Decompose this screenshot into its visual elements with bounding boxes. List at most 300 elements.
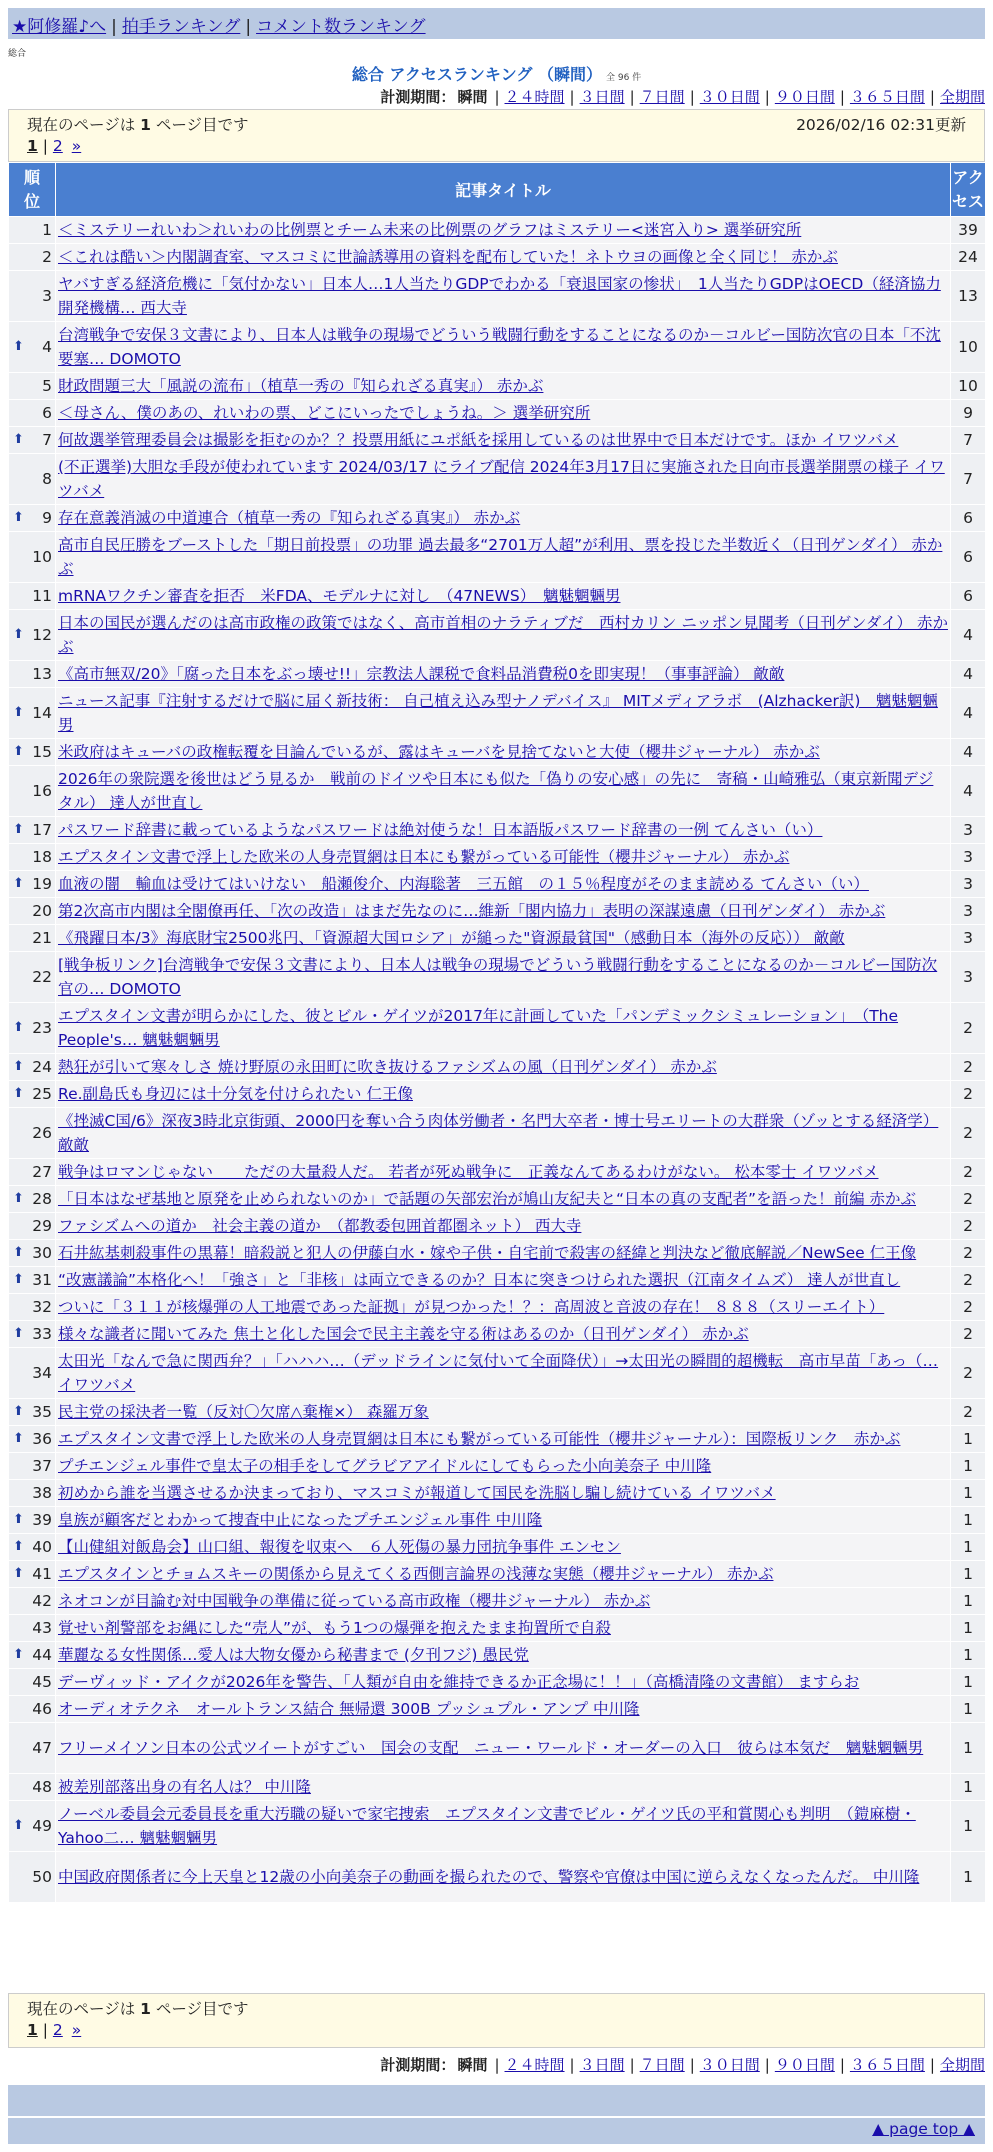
period-label: 計測期間： — [380, 88, 456, 106]
rank-cell — [9, 1213, 56, 1240]
access-count: 1 — [951, 1561, 986, 1588]
title-cell — [56, 1108, 951, 1159]
rank-cell — [9, 1186, 56, 1213]
table-row — [9, 1003, 986, 1054]
access-count: 3 — [951, 817, 986, 844]
table-row — [9, 739, 986, 766]
ranking-table — [8, 162, 986, 1903]
page-title-text: 総合 アクセスランキング （瞬間） — [351, 65, 602, 84]
rank-cell — [9, 505, 56, 532]
period-separator: | — [929, 88, 935, 106]
article-link[interactable]: 被差別部落出身の有名人は？ 中川隆 — [58, 1778, 311, 1796]
article-link[interactable]: プチエンジェル事件で皇太子の相手をしてグラビアアイドルにしてもらった小向美奈子 中川隆 — [58, 1457, 712, 1475]
home-link[interactable]: ★阿修羅♪へ — [12, 17, 107, 37]
rank-number: 47 — [32, 1739, 52, 1757]
nav-separator: | — [111, 17, 117, 37]
rank-cell — [9, 661, 56, 688]
rank-number: 46 — [32, 1700, 52, 1718]
article-link[interactable]: 血液の闇 輸血は受けてはいけない 船瀬俊介、内海聡著 三五館 の１５％程度がそのまま読める てんさい（い） — [58, 875, 869, 893]
page-status: 現在のページは 1 ページ目です — [27, 2000, 249, 2018]
table-row — [9, 1081, 986, 1108]
rank-number: 18 — [32, 848, 52, 866]
article-link[interactable]: デーヴィッド・アイクが2026年を警告、「人類が自由を維持できるか正念場に！！」（高橋清隆の文書館） ますらお — [58, 1673, 860, 1691]
rank-number: 15 — [32, 743, 52, 761]
access-count: 3 — [951, 871, 986, 898]
rank-number: 39 — [32, 1511, 52, 1529]
table-row — [9, 1321, 986, 1348]
table-row — [9, 1801, 986, 1852]
table-row — [9, 688, 986, 739]
page-status: 現在のページは 1 ページ目です — [27, 116, 249, 134]
period-separator: | — [689, 2056, 695, 2074]
rank-number: 21 — [32, 929, 52, 947]
table-row — [9, 454, 986, 505]
article-link[interactable]: 日本の国民が選んだのは高市政権の政策ではなく、高市首相のナラティブだ 西村カリン ニッポン見聞考（日刊ゲンダイ） 赤かぶ — [58, 614, 948, 656]
title-cell — [56, 583, 951, 610]
rank-cell — [9, 952, 56, 1003]
article-link[interactable]: [戦争板リンク]台湾戦争で安保３文書により、日本人は戦争の現場でどういう戦闘行動をすることになるのか－コルビー国防次官の… DOMOTO — [58, 956, 938, 998]
article-link[interactable]: ヤバすぎる経済危機に「気付かない」日本人…1人当たりGDPでわかる「衰退国家の惨状」 1人当たりGDPはOECD（経済協力開発機構… 西大寺 — [58, 275, 941, 317]
article-link[interactable]: オーディオテクネ オールトランス結合 無帰還 300B プッシュプル・アンプ 中川隆 — [58, 1700, 640, 1718]
up-arrow-icon: ⬆ — [13, 510, 24, 525]
up-arrow-icon: ⬆ — [13, 432, 24, 447]
title-cell — [56, 610, 951, 661]
access-count: 1 — [951, 1480, 986, 1507]
rank-cell — [9, 583, 56, 610]
rank-number: 23 — [32, 1019, 52, 1037]
rank-number: 1 — [42, 221, 52, 239]
article-link[interactable]: エプスタイン文書で浮上した欧米の人身売買網は日本にも繋がっている可能性（櫻井ジャーナル） 赤かぶ — [58, 848, 790, 866]
table-row — [9, 1054, 986, 1081]
rank-number: 3 — [42, 287, 52, 305]
table-row — [9, 610, 986, 661]
rank-cell — [9, 1801, 56, 1852]
table-row — [9, 217, 986, 244]
rank-number: 20 — [32, 902, 52, 920]
access-count: 13 — [951, 271, 986, 322]
article-link[interactable]: 何故選挙管理委員会は撮影を拒むのか？？投票用紙にユポ紙を採用しているのは世界中で日本だけです。ほか イワツバメ — [58, 431, 899, 449]
period-separator: | — [569, 2056, 575, 2074]
up-arrow-icon: ⬆ — [13, 1245, 24, 1260]
access-count: 1 — [951, 1426, 986, 1453]
page-top-link[interactable]: ▲ page top ▲ — [872, 2120, 975, 2138]
table-row — [9, 952, 986, 1003]
period-option-2[interactable]: ７日間 — [639, 88, 685, 106]
access-count: 2 — [951, 1267, 986, 1294]
rank-cell — [9, 244, 56, 271]
access-count: 4 — [951, 610, 986, 661]
comment-ranking-link[interactable]: コメント数ランキング — [256, 17, 426, 37]
access-count: 10 — [951, 322, 986, 373]
article-link[interactable]: 民主党の採決者一覧（反対〇欠席△棄権×） 森羅万象 — [58, 1403, 429, 1421]
article-link[interactable]: 2026年の衆院選を後世はどう見るか 戦前のドイツや日本にも似た「偽りの安心感」の先に 寄稿・山崎雅弘（東京新聞デジタル） 達人が世直し — [58, 770, 934, 812]
table-row — [9, 817, 986, 844]
access-count: 2 — [951, 1081, 986, 1108]
up-arrow-icon: ⬆ — [13, 1512, 24, 1527]
period-option-3[interactable]: ３０日間 — [699, 2056, 760, 2074]
article-link[interactable]: ＜母さん、僕のあの、れいわの票、どこにいったでしょうね。＞ 選挙研究所 — [58, 404, 591, 422]
article-link[interactable]: 「日本はなぜ基地と原発を止められないのか」で話題の矢部宏治が鳩山友紀夫と“日本の真の支配者”を語った！前編 赤かぶ — [58, 1190, 916, 1208]
title-cell — [56, 1159, 951, 1186]
table-row — [9, 1774, 986, 1801]
article-link[interactable]: 覚せい剤警部をお縄にした“売人”が、もう1つの爆弾を抱えたまま拘置所で自殺 — [58, 1619, 611, 1637]
table-row — [9, 373, 986, 400]
title-cell — [56, 244, 951, 271]
rank-number: 11 — [32, 587, 52, 605]
rank-cell — [9, 1321, 56, 1348]
table-row — [9, 1696, 986, 1723]
period-selector-bottom — [285, 2054, 985, 2075]
rank-cell — [9, 1669, 56, 1696]
article-link[interactable]: 中国政府関係者に今上天皇と12歳の小向美奈子の動画を撮られたので、警察や官僚は中国に逆らえなくなったんだ。 中川隆 — [58, 1868, 920, 1886]
access-count: 4 — [951, 661, 986, 688]
title-cell — [56, 1348, 951, 1399]
period-option-5[interactable]: ３６５日間 — [849, 2056, 925, 2074]
rank-cell — [9, 1108, 56, 1159]
title-cell — [56, 1054, 951, 1081]
article-link[interactable]: エプスタインとチョムスキーの関係から見えてくる西側言論界の浅薄な実態（櫻井ジャーナル） 赤かぶ — [58, 1565, 774, 1583]
rank-number: 42 — [32, 1592, 52, 1610]
article-link[interactable]: ＜ミステリーれいわ＞れいわの比例票とチーム未来の比例票のグラフはミステリー<迷宮入り> 選挙研究所 — [58, 221, 802, 239]
access-count: 4 — [951, 739, 986, 766]
article-link[interactable]: 華麗なる女性関係…愛人は大物女優から秘書まで (夕刊フジ) 愚民党 — [58, 1646, 529, 1664]
up-arrow-icon: ⬆ — [13, 1818, 24, 1833]
table-row — [9, 1507, 986, 1534]
access-count: 1 — [951, 1615, 986, 1642]
rank-cell — [9, 427, 56, 454]
page-2-link[interactable]: 2 — [52, 137, 63, 155]
period-option-0[interactable]: ２４時間 — [504, 2056, 565, 2074]
title-cell — [56, 1480, 951, 1507]
rank-cell — [9, 373, 56, 400]
table-row — [9, 532, 986, 583]
rank-number: 26 — [32, 1124, 52, 1142]
table-row — [9, 1213, 986, 1240]
rank-number: 13 — [32, 665, 52, 683]
access-count: 6 — [951, 532, 986, 583]
table-row — [9, 1294, 986, 1321]
ranking-rows — [9, 217, 986, 1903]
footer-bar — [8, 2085, 985, 2116]
period-option-5[interactable]: ３６５日間 — [849, 88, 925, 106]
title-cell — [56, 871, 951, 898]
rank-number: 34 — [32, 1364, 52, 1382]
top-navigation — [8, 8, 985, 39]
article-link[interactable]: 初めから誰を当選させるか決まっており、マスコミが報道して国民を洗脳し騙し続けている イワツバメ — [58, 1484, 776, 1502]
article-link[interactable]: Re.副島氏も身辺には十分気を付けられたい 仁王像 — [58, 1085, 413, 1103]
period-option-2[interactable]: ７日間 — [639, 2056, 685, 2074]
page-top-bar — [8, 2118, 985, 2144]
access-count: 2 — [951, 1399, 986, 1426]
period-separator: | — [494, 88, 500, 106]
table-row — [9, 898, 986, 925]
total-count: 全 96 件 — [606, 73, 642, 83]
rank-cell — [9, 898, 56, 925]
rank-cell — [9, 454, 56, 505]
access-count: 2 — [951, 1108, 986, 1159]
article-link[interactable]: ノーベル委員会元委員長を重大汚職の疑いで家宅捜索 エプスタイン文書でビル・ゲイツ氏の平和賞関心も判明 （鎧麻樹・Yahoo二… 魑魅魍魎男 — [58, 1805, 916, 1847]
period-current: 瞬間 — [457, 2056, 488, 2074]
title-cell — [56, 1507, 951, 1534]
rank-number: 12 — [32, 626, 52, 644]
title-cell — [56, 1696, 951, 1723]
article-link[interactable]: 太田光「なんで急に関西弁？」「ハハハ…（デッドラインに気付いて全面降伏）」→太田光の瞬間的超機転 高市早苗「あっ（… イワツバメ — [58, 1352, 939, 1394]
rank-number: 22 — [32, 968, 52, 986]
page-2-link[interactable]: 2 — [52, 2021, 63, 2039]
rank-cell — [9, 925, 56, 952]
title-cell — [56, 1774, 951, 1801]
access-count: 10 — [951, 373, 986, 400]
title-cell — [56, 400, 951, 427]
rank-number: 25 — [32, 1085, 52, 1103]
title-cell — [56, 1321, 951, 1348]
table-row — [9, 1642, 986, 1669]
current-page: 1 — [27, 137, 38, 155]
access-count: 2 — [951, 1240, 986, 1267]
title-cell — [56, 1723, 951, 1774]
rank-cell — [9, 1696, 56, 1723]
access-count: 4 — [951, 766, 986, 817]
period-separator: | — [494, 2056, 500, 2074]
up-arrow-icon: ⬆ — [13, 1191, 24, 1206]
period-option-6[interactable]: 全期間 — [939, 88, 985, 106]
period-separator: | — [689, 88, 695, 106]
article-link[interactable]: “改憲議論”本格化へ！「強さ」と「非核」は両立できるのか？日本に突きつけられた選択（江南タイムズ） 達人が世直し — [58, 1271, 901, 1289]
applause-ranking-link[interactable]: 拍手ランキング — [121, 17, 241, 37]
access-count: 1 — [951, 1696, 986, 1723]
period-separator: | — [764, 88, 770, 106]
article-link[interactable]: mRNAワクチン審査を拒否 米FDA、モデルナに対し （47NEWS） 魑魅魍魎男 — [58, 587, 621, 605]
article-link[interactable]: 様々な識者に聞いてみた 焦土と化した国会で民主主義を守る術はあるのか（日刊ゲンダイ） 赤かぶ — [58, 1325, 749, 1343]
rank-cell — [9, 1426, 56, 1453]
page-title — [0, 62, 993, 85]
period-option-0[interactable]: ２４時間 — [504, 88, 565, 106]
rank-cell — [9, 322, 56, 373]
header-rank: 順位 — [9, 163, 56, 217]
rank-cell — [9, 688, 56, 739]
rank-number: 37 — [32, 1457, 52, 1475]
rank-cell — [9, 532, 56, 583]
access-count: 6 — [951, 583, 986, 610]
up-arrow-icon: ⬆ — [13, 822, 24, 837]
period-option-1[interactable]: ３日間 — [579, 2056, 625, 2074]
access-count: 2 — [951, 1213, 986, 1240]
article-link[interactable]: 台湾戦争で安保３文書により、日本人は戦争の現場でどういう戦闘行動をすることになるのか－コルビー国防次官の日本「不沈要塞… DOMOTO — [58, 326, 941, 368]
table-row — [9, 1399, 986, 1426]
article-link[interactable]: ついに「３１１が核爆弾の人工地震であった証拠」が見つかった！？：高周波と音波の存在！ ８８８（スリーエイト） — [58, 1298, 885, 1316]
next-page-link[interactable]: » — [71, 137, 82, 155]
table-row — [9, 322, 986, 373]
access-count: 7 — [951, 454, 986, 505]
table-row — [9, 1453, 986, 1480]
title-cell — [56, 1852, 951, 1903]
period-option-4[interactable]: ９０日間 — [774, 88, 835, 106]
title-cell — [56, 1426, 951, 1453]
title-cell — [56, 925, 951, 952]
title-cell — [56, 844, 951, 871]
title-cell — [56, 532, 951, 583]
period-option-3[interactable]: ３０日間 — [699, 88, 760, 106]
table-row — [9, 1426, 986, 1453]
current-page: 1 — [27, 2021, 38, 2039]
up-arrow-icon: ⬆ — [13, 1326, 24, 1341]
table-row — [9, 271, 986, 322]
article-link[interactable]: 《挫滅C国/6》深夜3時北京街頭、2000円を奪い合う肉体労働者・名門大卒者・博士号エリートの大群衆（ゾッとする経済学） 敵敵 — [58, 1112, 939, 1154]
rank-number: 7 — [42, 431, 52, 449]
article-link[interactable]: (不正選挙)大胆な手段が使われています 2024/03/17 にライブ配信 2024年3月17日に実施された日向市長選挙開票の様子 イワツバメ — [58, 458, 945, 500]
title-cell — [56, 1081, 951, 1108]
rank-cell — [9, 1534, 56, 1561]
period-separator: | — [629, 88, 635, 106]
article-link[interactable]: ニュース記事『注射するだけで脳に届く新技術： 自己植え込み型ナノデバイス』 MITメディアラボ (Alzhacker訳) 魑魅魍魎男 — [58, 692, 938, 734]
period-selector-top — [285, 86, 985, 107]
article-link[interactable]: エプスタイン文書が明らかにした、彼とビル・ゲイツが2017年に計画していた「パンデミックシミュレーション」 （The People's… 魑魅魍魎男 — [58, 1007, 899, 1049]
up-arrow-icon: ⬆ — [13, 339, 24, 354]
title-cell — [56, 766, 951, 817]
rank-cell — [9, 739, 56, 766]
up-arrow-icon: ⬆ — [13, 1647, 24, 1662]
rank-number: 10 — [32, 548, 52, 566]
article-link[interactable]: ＜これは酷い＞内閣調査室、マスコミに世論誘導用の資料を配布していた！ネトウヨの画像と全く同じ！ 赤かぶ — [58, 248, 838, 266]
access-count: 3 — [951, 844, 986, 871]
page-separator: | — [42, 2021, 48, 2039]
rank-number: 45 — [32, 1673, 52, 1691]
access-count: 1 — [951, 1669, 986, 1696]
rank-number: 5 — [42, 377, 52, 395]
access-count: 1 — [951, 1723, 986, 1774]
rank-cell — [9, 1159, 56, 1186]
rank-number: 41 — [32, 1565, 52, 1583]
rank-cell — [9, 1642, 56, 1669]
period-separator: | — [839, 2056, 845, 2074]
page-separator: | — [42, 137, 48, 155]
title-cell — [56, 1213, 951, 1240]
rank-cell — [9, 1507, 56, 1534]
pager-bottom — [8, 1993, 985, 2048]
article-link[interactable]: 戦争はロマンじゃない ただの大量殺人だ。 若者が死ぬ戦争に 正義なんてあるわけがない。 松本零士 イワツバメ — [58, 1163, 879, 1181]
rank-cell — [9, 1294, 56, 1321]
rank-cell — [9, 844, 56, 871]
period-separator: | — [764, 2056, 770, 2074]
rank-cell — [9, 1774, 56, 1801]
article-link[interactable]: 米政府はキューバの政権転覆を目論んでいるが、露はキューバを見捨てないと大使（櫻井ジャーナル） 赤かぶ — [58, 743, 820, 761]
rank-cell — [9, 871, 56, 898]
title-cell — [56, 1186, 951, 1213]
table-row — [9, 505, 986, 532]
article-link[interactable]: フリーメイソン日本の公式ツイートがすごい 国会の支配 ニュー・ワールド・オーダーの入口 彼らは本気だ 魑魅魍魎男 — [58, 1739, 924, 1757]
article-link[interactable]: 石井紘基刺殺事件の黒幕！暗殺説と犯人の伊藤白水・嫁や子供・自宅前で殺害の経緯と判決など徹底解説／NewSee 仁王像 — [58, 1244, 917, 1262]
title-cell — [56, 454, 951, 505]
rank-number: 24 — [32, 1058, 52, 1076]
access-count: 3 — [951, 898, 986, 925]
rank-cell — [9, 1267, 56, 1294]
article-link[interactable]: 熱狂が引いて寒々しさ 焼け野原の永田町に吹き抜けるファシズムの風（日刊ゲンダイ） 赤かぶ — [58, 1058, 717, 1076]
table-row — [9, 925, 986, 952]
rank-cell — [9, 1003, 56, 1054]
up-arrow-icon: ⬆ — [13, 1431, 24, 1446]
table-row — [9, 871, 986, 898]
category-label: 総合 — [8, 49, 27, 59]
rank-number: 28 — [32, 1190, 52, 1208]
access-count: 4 — [951, 688, 986, 739]
rank-number: 9 — [42, 509, 52, 527]
access-count: 39 — [951, 217, 986, 244]
article-link[interactable]: 【山健組対飯島会】山口組、報復を収束へ ６人死傷の暴力団抗争事件 エンセン — [58, 1538, 621, 1556]
period-option-6[interactable]: 全期間 — [939, 2056, 985, 2074]
rank-cell — [9, 400, 56, 427]
access-count: 2 — [951, 1159, 986, 1186]
article-link[interactable]: パスワード辞書に載っているようなパスワードは絶対使うな！日本語版パスワード辞書の一例 てんさい（い） — [58, 821, 823, 839]
rank-number: 49 — [32, 1817, 52, 1835]
next-page-link[interactable]: » — [71, 2021, 82, 2039]
article-link[interactable]: ネオコンが目論む対中国戦争の準備に従っている高市政権（櫻井ジャーナル） 赤かぶ — [58, 1592, 651, 1610]
rank-number: 8 — [42, 470, 52, 488]
table-row — [9, 1852, 986, 1903]
rank-number: 19 — [32, 875, 52, 893]
article-link[interactable]: ファシズムへの道か 社会主義の道か （都教委包囲首都圏ネット） 西大寺 — [58, 1217, 582, 1235]
title-cell — [56, 1801, 951, 1852]
up-arrow-icon: ⬆ — [13, 1272, 24, 1287]
article-link[interactable]: 財政問題三大「風説の流布」（植草一秀の『知られざる真実』） 赤かぶ — [58, 377, 544, 395]
table-row — [9, 766, 986, 817]
period-option-4[interactable]: ９０日間 — [774, 2056, 835, 2074]
up-arrow-icon: ⬆ — [13, 1404, 24, 1419]
title-cell — [56, 817, 951, 844]
access-count: 1 — [951, 1534, 986, 1561]
table-row — [9, 1108, 986, 1159]
title-cell — [56, 1561, 951, 1588]
article-link[interactable]: 存在意義消滅の中道連合（植草一秀の『知られざる真実』） 赤かぶ — [58, 509, 521, 527]
up-arrow-icon: ⬆ — [13, 1566, 24, 1581]
article-link[interactable]: 高市自民圧勝をブーストした「期日前投票」の功罪 過去最多“2701万人超”が利用、票を投じた半数近く（日刊ゲンダイ） 赤かぶ — [58, 536, 943, 578]
article-link[interactable]: 第2次高市内閣は全閣僚再任、「次の改造」はまだ先なのに…維新「閣内協力」表明の深謀遠慮（日刊ゲンダイ） 赤かぶ — [58, 902, 886, 920]
title-cell — [56, 661, 951, 688]
table-row — [9, 583, 986, 610]
access-count: 6 — [951, 505, 986, 532]
period-option-1[interactable]: ３日間 — [579, 88, 625, 106]
access-count: 9 — [951, 400, 986, 427]
table-row — [9, 1267, 986, 1294]
access-count: 1 — [951, 1774, 986, 1801]
title-cell — [56, 1267, 951, 1294]
rank-cell — [9, 766, 56, 817]
title-cell — [56, 1669, 951, 1696]
title-cell — [56, 1534, 951, 1561]
rank-cell — [9, 1723, 56, 1774]
header-count: アクセス — [951, 163, 986, 217]
title-cell — [56, 898, 951, 925]
table-row — [9, 844, 986, 871]
access-count: 2 — [951, 1054, 986, 1081]
access-count: 2 — [951, 1186, 986, 1213]
rank-number: 32 — [32, 1298, 52, 1316]
article-link[interactable]: エプスタイン文書で浮上した欧米の人身売買網は日本にも繋がっている可能性（櫻井ジャーナル）：国際板リンク 赤かぶ — [58, 1430, 901, 1448]
article-link[interactable]: 皇族が顧客だとわかって捜査中止になったプチエンジェル事件 中川隆 — [58, 1511, 543, 1529]
updated-time: 2026/02/16 02:31更新 — [796, 116, 966, 134]
up-arrow-icon: ⬆ — [13, 744, 24, 759]
table-row — [9, 1723, 986, 1774]
article-link[interactable]: 《高市無双/20》「腐った日本をぶっ壊せ!!」宗教法人課税で食料品消費税0を即実現！（事事評論） 敵敵 — [58, 665, 785, 683]
access-count: 3 — [951, 925, 986, 952]
up-arrow-icon: ⬆ — [13, 705, 24, 720]
rank-cell — [9, 1081, 56, 1108]
title-cell — [56, 952, 951, 1003]
table-row — [9, 1561, 986, 1588]
table-row — [9, 427, 986, 454]
rank-number: 43 — [32, 1619, 52, 1637]
rank-cell — [9, 1240, 56, 1267]
article-link[interactable]: 《飛躍日本/3》海底財宝2500兆円、「資源超大国ロシア」が縋った"資源最貧国"（感動日本（海外の反応）） 敵敵 — [58, 929, 845, 947]
